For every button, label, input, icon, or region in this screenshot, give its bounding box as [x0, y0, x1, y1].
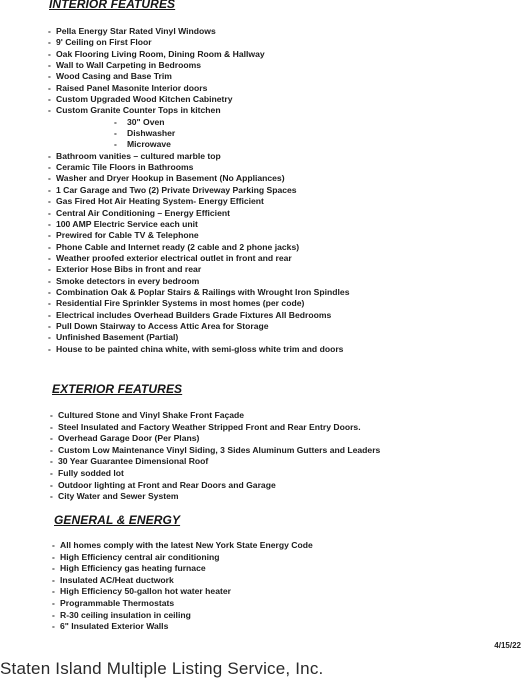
list-item-text: High Efficiency gas heating furnace: [60, 563, 206, 574]
bullet-dash: -: [50, 433, 53, 444]
list-item: [48, 310, 349, 321]
list-item-text: House to be painted china white, with semi-gloss white trim and doors: [56, 343, 344, 354]
list-item-text: Overhead Garage Door (Per Plans): [58, 433, 200, 444]
bullet-dash: -: [52, 540, 55, 550]
list-item-text: Weather proofed exterior electrical outlet in front and rear: [56, 252, 292, 263]
bullet-dash: -: [48, 71, 51, 82]
list-item-text: Exterior Hose Bibs in front and rear: [56, 264, 202, 275]
list-item: [48, 264, 349, 275]
list-item-text: Prewired for Cable TV & Telephone: [56, 230, 199, 241]
list-item: [48, 185, 349, 196]
list-item-text: Fully sodded lot: [58, 467, 124, 478]
bullet-dash: -: [114, 128, 117, 139]
interior-features-heading: INTERIOR FEATURES: [49, 0, 176, 11]
bullet-dash: -: [50, 467, 53, 478]
list-item-text: Gas Fired Hot Air Heating System- Energy Efficient: [56, 196, 264, 207]
bullet-dash: -: [52, 574, 55, 585]
list-item-text: Wall to Wall Carpeting in Bedrooms: [56, 60, 201, 71]
bullet-dash: -: [114, 116, 117, 127]
bullet-dash: -: [48, 196, 51, 207]
bullet-dash: -: [48, 309, 51, 320]
list-item: [50, 422, 380, 434]
list-item: [48, 49, 349, 60]
list-item: [50, 433, 380, 445]
list-item: [48, 298, 349, 309]
list-item-text: Oak Flooring Living Room, Dining Room & Hallway: [56, 48, 265, 59]
list-item: [52, 575, 313, 587]
list-item-text: Smoke detectors in every bedroom: [56, 275, 200, 286]
list-item: [48, 276, 349, 287]
general-energy-list: [52, 540, 313, 633]
bullet-dash: -: [48, 94, 51, 105]
list-item-text: Outdoor lighting at Front and Rear Doors and Garage: [58, 479, 276, 490]
exterior-features-list: [50, 410, 380, 503]
list-item: [48, 117, 349, 128]
list-item: [48, 128, 349, 139]
list-item-text: Combination Oak & Poplar Stairs & Railings with Wrought Iron Spindles: [56, 286, 350, 297]
list-item-text: City Water and Sewer System: [58, 491, 179, 502]
list-item-text: Unfinished Basement (Partial): [56, 332, 179, 343]
list-item: [48, 173, 349, 184]
list-item-text: 6" Insulated Exterior Walls: [60, 621, 169, 632]
list-item: [48, 151, 349, 162]
general-energy-heading: GENERAL & ENERGY: [54, 513, 181, 527]
list-item: [48, 230, 349, 241]
list-item-text: Residential Fire Sprinkler Systems in most homes (per code): [56, 298, 305, 309]
bullet-dash: -: [50, 491, 53, 502]
list-item: [48, 332, 349, 343]
list-item-text: Pull Down Stairway to Access Attic Area for Storage: [56, 320, 269, 331]
bullet-dash: -: [52, 609, 55, 620]
bullet-dash: -: [48, 82, 51, 93]
list-item: [52, 610, 313, 622]
list-item: [48, 321, 349, 332]
list-item-text: High Efficiency central air conditioning: [60, 551, 220, 562]
list-item-text: Cultured Stone and Vinyl Shake Front Façade: [58, 410, 245, 420]
list-item: [48, 139, 349, 150]
list-item-text: Central Air Conditioning – Energy Efficient: [56, 207, 230, 218]
bullet-dash: -: [48, 37, 51, 48]
list-item-text: Phone Cable and Internet ready (2 cable and 2 phone jacks): [56, 241, 300, 252]
bullet-dash: -: [52, 621, 55, 632]
bullet-dash: -: [52, 586, 55, 597]
list-item-text: Ceramic Tile Floors in Bathrooms: [56, 162, 194, 173]
bullet-dash: -: [48, 173, 51, 184]
bullet-dash: -: [52, 597, 55, 608]
bullet-dash: -: [48, 275, 51, 286]
bullet-dash: -: [48, 332, 51, 343]
list-item: [48, 242, 349, 253]
list-item: [52, 552, 313, 564]
list-item: [52, 598, 313, 610]
list-item-text: Custom Granite Counter Tops in kitchen: [56, 105, 221, 116]
list-item-text: All homes comply with the latest New York State Energy Code: [60, 540, 313, 550]
bullet-dash: -: [50, 421, 53, 432]
list-item: [48, 105, 349, 116]
list-item-text: 100 AMP Electric Service each unit: [56, 218, 198, 229]
list-item: [48, 287, 349, 298]
list-item: [48, 208, 349, 219]
list-item-text: Electrical includes Overhead Builders Grade Fixtures All Bedrooms: [56, 309, 332, 320]
bullet-dash: -: [50, 410, 53, 420]
bullet-dash: -: [52, 563, 55, 574]
date-stamp: 4/15/22: [494, 641, 521, 650]
exterior-features-heading: EXTERIOR FEATURES: [52, 382, 183, 396]
list-item: [48, 162, 349, 173]
bullet-dash: -: [48, 343, 51, 354]
list-item-text: Dishwasher: [127, 128, 176, 139]
bullet-dash: -: [48, 207, 51, 218]
list-item: [48, 83, 349, 94]
bullet-dash: -: [48, 26, 51, 36]
footer-listing-service: Staten Island Multiple Listing Service, Inc.: [0, 659, 324, 678]
list-item: [52, 621, 313, 633]
list-item: [52, 586, 313, 598]
bullet-dash: -: [48, 320, 51, 331]
list-item-text: Insulated AC/Heat ductwork: [60, 574, 174, 585]
bullet-dash: -: [48, 60, 51, 71]
list-item-text: Wood Casing and Base Trim: [56, 71, 172, 82]
list-item-text: Microwave: [127, 139, 171, 150]
list-item: [52, 540, 313, 552]
list-item-text: 30" Oven: [127, 116, 165, 127]
bullet-dash: -: [48, 286, 51, 297]
list-item-text: Programmable Thermostats: [60, 597, 175, 608]
list-item-text: Pella Energy Star Rated Vinyl Windows: [56, 26, 216, 36]
list-item-text: Washer and Dryer Hookup in Basement (No Appliances): [56, 173, 285, 184]
bullet-dash: -: [48, 105, 51, 116]
list-item: [50, 410, 380, 422]
list-item: [48, 94, 349, 105]
list-item-text: 30 Year Guarantee Dimensional Roof: [58, 456, 209, 467]
list-item: [48, 253, 349, 264]
bullet-dash: -: [48, 184, 51, 195]
bullet-dash: -: [52, 551, 55, 562]
list-item: [50, 456, 380, 468]
list-item: [50, 468, 380, 480]
bullet-dash: -: [50, 444, 53, 455]
bullet-dash: -: [48, 150, 51, 161]
list-item-text: Bathroom vanities – cultured marble top: [56, 150, 221, 161]
list-item-text: 9' Ceiling on First Floor: [56, 37, 152, 48]
list-item: [48, 37, 349, 48]
list-item: [48, 196, 349, 207]
list-item-text: 1 Car Garage and Two (2) Private Driveway Parking Spaces: [56, 184, 297, 195]
list-item: [52, 563, 313, 575]
list-item-text: Steel Insulated and Factory Weather Stripped Front and Rear Entry Doors.: [58, 421, 361, 432]
list-item: [48, 71, 349, 82]
list-item: [48, 60, 349, 71]
interior-features-list: [48, 26, 349, 355]
list-item: [50, 480, 380, 492]
list-item: [48, 344, 349, 355]
bullet-dash: -: [48, 241, 51, 252]
list-item: [50, 491, 380, 503]
bullet-dash: -: [48, 48, 51, 59]
bullet-dash: -: [48, 264, 51, 275]
list-item: [48, 26, 349, 37]
list-item-text: Raised Panel Masonite Interior doors: [56, 82, 208, 93]
list-item: [48, 219, 349, 230]
bullet-dash: -: [48, 162, 51, 173]
bullet-dash: -: [50, 479, 53, 490]
bullet-dash: -: [48, 252, 51, 263]
list-item-text: Custom Low Maintenance Vinyl Siding, 3 Sides Aluminum Gutters and Leaders: [58, 444, 381, 455]
bullet-dash: -: [48, 298, 51, 309]
bullet-dash: -: [48, 218, 51, 229]
list-item-text: Custom Upgraded Wood Kitchen Cabinetry: [56, 94, 233, 105]
list-item-text: High Efficiency 50-gallon hot water heater: [60, 586, 231, 597]
list-item: [50, 445, 380, 457]
bullet-dash: -: [50, 456, 53, 467]
bullet-dash: -: [114, 139, 117, 150]
bullet-dash: -: [48, 230, 51, 241]
list-item-text: R-30 ceiling insulation in ceiling: [60, 609, 191, 620]
